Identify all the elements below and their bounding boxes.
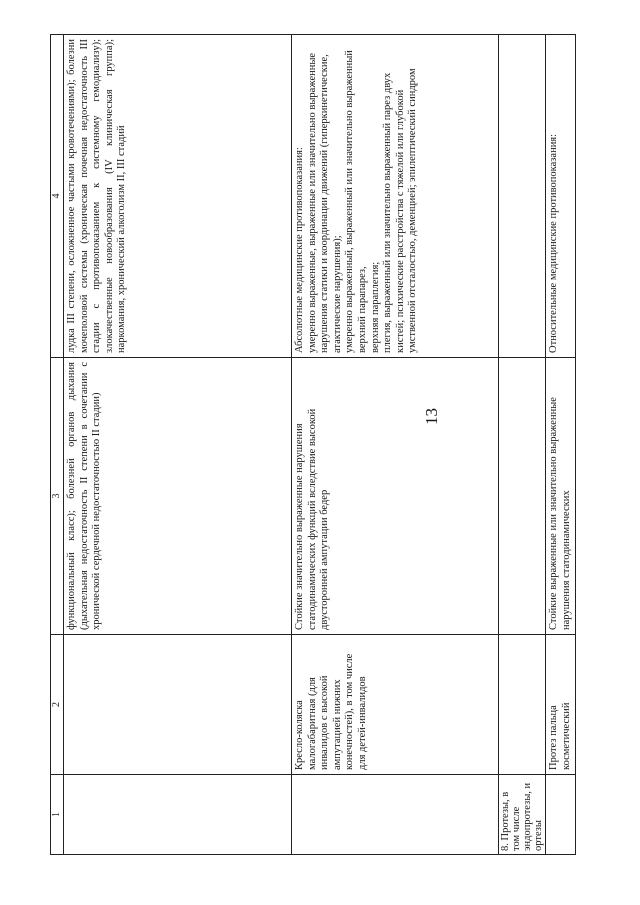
contraindication-line: умеренно выраженные, выраженные или значительно выраженные нарушения статики и координации движений (гиперкинетические, атактические нарушения); bbox=[306, 52, 343, 353]
column-number-row bbox=[51, 35, 64, 855]
section-header-row bbox=[499, 35, 546, 855]
indications-cell: Стойкие выраженные или значительно выраженные нарушения статодинамических bbox=[546, 358, 576, 635]
indications-cell: Стойкие значительно выраженные нарушения статодинамических функций вследствие высокой двусторонней ампутации бедер bbox=[292, 358, 499, 635]
indications-cell: функциональный класс); болезней органов дыхания (дыхательная недостаточность II степени в сочетании с хронической сердечной недостаточностью II стадии) bbox=[64, 358, 292, 635]
table-row bbox=[546, 35, 576, 855]
contraindication-line: верхняя параплегия; bbox=[369, 261, 381, 353]
contraindications-cell: лудка III степени, осложненное частыми кровотечениями); болезни мочеполовой системы (хроническая почечная недостаточность III стадии с противопоказанием к системному гемодиализу); злокачественные новообразования (IV клиническая группа); наркомания, хронический алкоголизм II, III стадий bbox=[64, 35, 292, 358]
indications-table bbox=[50, 34, 576, 855]
page-number: 13 bbox=[422, 408, 441, 425]
column-number-4: 4 bbox=[51, 35, 64, 358]
contraindications-cell: Относительные медицинские противопоказания: bbox=[546, 35, 576, 358]
section-label: 8. Протезы, в том числе эндопротезы, и ортезы bbox=[499, 775, 546, 855]
table-row bbox=[292, 35, 499, 855]
table-row bbox=[64, 35, 292, 855]
rotated-sheet bbox=[50, 39, 572, 855]
cell-empty bbox=[499, 635, 546, 775]
product-name-cell: Протез пальца косметический bbox=[546, 635, 576, 775]
cell-empty bbox=[64, 635, 292, 775]
column-number-1: 1 bbox=[51, 775, 64, 855]
column-number-3: 3 bbox=[51, 358, 64, 635]
contraindications-cell bbox=[292, 35, 499, 358]
cell-empty bbox=[499, 358, 546, 635]
contraindication-line: Абсолютные медицинские противопоказания: bbox=[294, 147, 305, 353]
cell-empty bbox=[499, 35, 546, 358]
cell-empty bbox=[64, 775, 292, 855]
cell-empty bbox=[292, 775, 499, 855]
contraindication-line: умеренно выраженный, выраженный или значительно выраженный верхний парапарез, bbox=[344, 50, 368, 353]
product-name-cell: Кресло-коляска малогабаритная (для инвалидов с высокой ампутацией нижних конечностей), в том числе для детей-инвалидов bbox=[292, 635, 499, 775]
column-number-2: 2 bbox=[51, 635, 64, 775]
contraindication-line: плегия, выраженный или значительно выраженный парез двух кистей; психические расстройства с тяжелой или глубокой умственной отсталостью, деменцией; эпилептический синдром bbox=[382, 68, 419, 353]
cell-empty bbox=[546, 775, 576, 855]
